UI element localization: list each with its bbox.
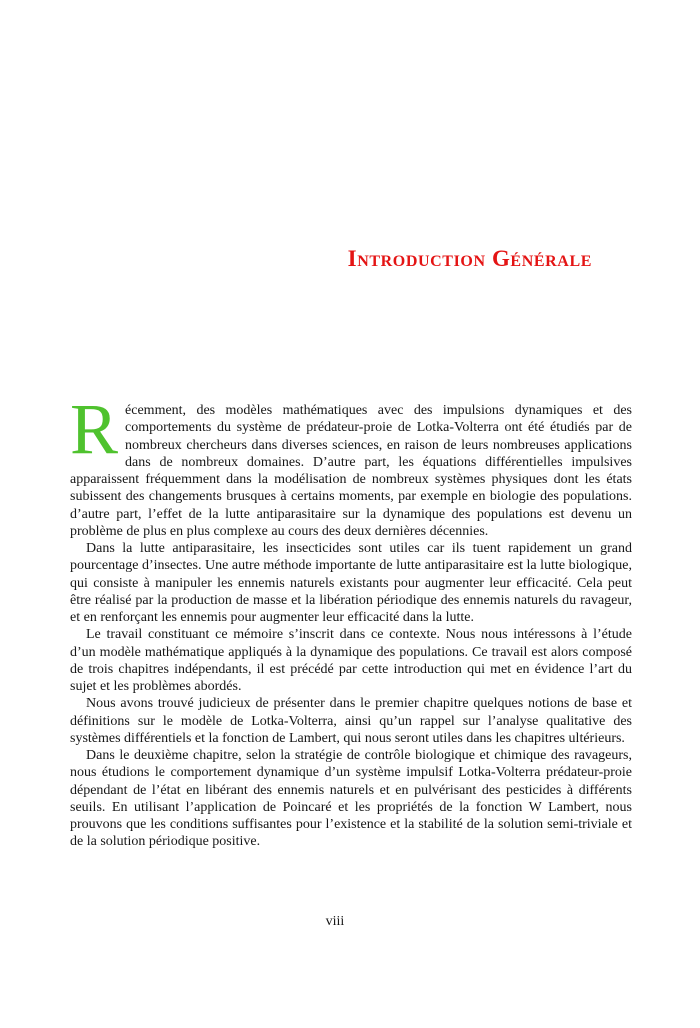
- paragraph: Dans la lutte antiparasitaire, les insecticides sont utiles car ils tuent rapidement un grand pourcentage d’insectes. Une autre méthode importante de lutte antiparasitaire est la lutte biologique, qui consiste à manipuler les ennemis naturels existants pour augmenter leur efficacité. Cela peut être réalisé par la production de masse et la libération périodique des ennemis naturels du ravageur, et en renforçant les ennemis pour augmenter leur efficacité dans la lutte.: [70, 541, 632, 625]
- paragraph: Nous avons trouvé judicieux de présenter dans le premier chapitre quelques notions de base et définitions sur le modèle de Lotka-Volterra, ainsi qu’un rappel sur l’analyse qualitative des systèmes différentiels et la fonction de Lambert, qui nous seront utiles dans les chapitres ultérieurs.: [70, 696, 632, 746]
- paragraph-text: écemment, des modèles mathématiques avec des impulsions dynamiques et des comportements du système de prédateur-proie de Lotka-Volterra ont été étudiés par de nombreux chercheurs dans diverses sciences, en raison de leurs nombreuses applications dans de nombreux domaines. D’autre part, les équations différentielles impulsives apparaissent fréquemment dans la modélisation de nombreux systèmes physiques dont les états subissent des changements brusques à certains moments, par exemple en biologie des populations. d’autre part, l’effet de la lutte antiparasitaire sur la dynamique des populations est devenu un problème de plus en plus complexe au cours des deux dernières décennies.: [70, 403, 632, 539]
- paragraph: Dans le deuxième chapitre, selon la stratégie de contrôle biologique et chimique des ravageurs, nous étudions le comportement dynamique d’un système impulsif Lotka-Volterra prédateur-proie dépendant de l’état en libérant des ennemis naturels et en pulvérisant des pesticides à différents seuils. En utilisant l’application de Poincaré et les propriétés de la fonction W Lambert, nous prouvons que les conditions suffisantes pour l’existence et la stabilité de la solution semi-triviale et de la solution périodique positive.: [70, 748, 632, 850]
- dropcap-letter: R: [70, 389, 119, 469]
- paragraph: Le travail constituant ce mémoire s’inscrit dans ce contexte. Nous nous intéressons à l’étude d’un modèle mathématique appliqués à la dynamique des populations. Ce travail est alors composé de trois chapitres indépendants, il est précédé par cette introduction qui met en évidence l’art du sujet et les problèmes abordés.: [70, 627, 632, 694]
- chapter-title: Introduction Générale: [347, 246, 592, 271]
- page-number: viii: [325, 914, 345, 929]
- paragraph: [70, 389, 632, 540]
- body-text: [70, 389, 632, 851]
